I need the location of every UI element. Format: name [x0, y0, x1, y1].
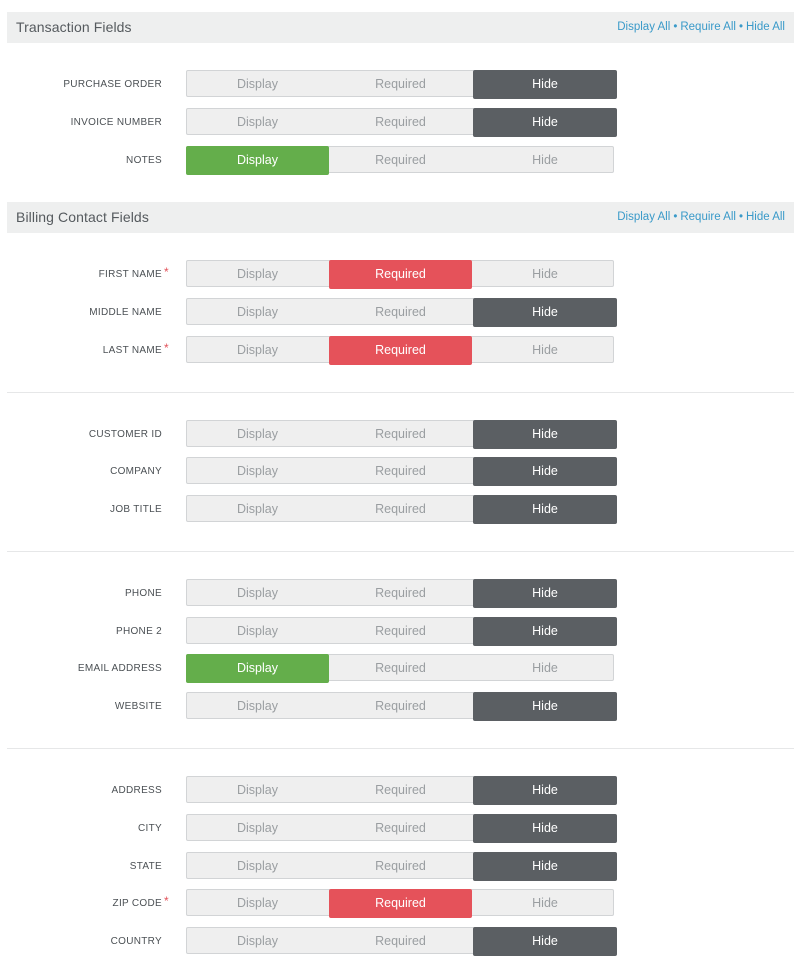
section-title: Transaction Fields	[16, 19, 132, 35]
visibility-toggle-website	[186, 692, 614, 719]
option-hide-button[interactable]: Hide	[473, 420, 617, 449]
field-row-address	[0, 776, 806, 806]
option-display-button[interactable]: Display	[237, 115, 278, 129]
option-display-button[interactable]: Display	[237, 586, 278, 600]
option-display-button[interactable]: Display	[237, 343, 278, 357]
field-row-middle-name	[0, 298, 806, 328]
field-row-website	[0, 692, 806, 722]
visibility-toggle-phone	[186, 579, 614, 606]
option-display-button[interactable]: Display	[186, 146, 329, 175]
field-label-text: FIRST NAME	[98, 269, 162, 280]
display-all-link[interactable]: Display All	[617, 21, 671, 33]
option-required-button[interactable]: Required	[375, 783, 426, 797]
option-required-button[interactable]: Required	[375, 624, 426, 638]
option-display-button[interactable]: Display	[237, 934, 278, 948]
option-required-button[interactable]: Required	[329, 260, 472, 289]
field-label-text: MIDDLE NAME	[89, 307, 162, 318]
field-label	[126, 155, 162, 166]
option-hide-button[interactable]: Hide	[473, 108, 617, 137]
option-required-button[interactable]: Required	[375, 77, 426, 91]
option-hide-button[interactable]: Hide	[473, 692, 617, 721]
field-label	[112, 785, 162, 796]
group-divider	[7, 551, 794, 552]
visibility-toggle-address	[186, 776, 614, 803]
visibility-toggle-notes	[186, 146, 614, 173]
option-hide-button[interactable]: Hide	[532, 896, 558, 910]
field-row-invoice-number	[0, 108, 806, 138]
hide-all-link[interactable]: Hide All	[746, 211, 785, 223]
option-hide-button[interactable]: Hide	[473, 70, 617, 99]
visibility-toggle-city	[186, 814, 614, 841]
field-row-country	[0, 927, 806, 957]
visibility-toggle-job-title	[186, 495, 614, 522]
option-hide-button[interactable]: Hide	[473, 495, 617, 524]
option-display-button[interactable]: Display	[237, 77, 278, 91]
field-label-text: JOB TITLE	[110, 504, 162, 515]
field-label	[98, 265, 169, 280]
bullet-separator: •	[738, 211, 743, 223]
option-hide-button[interactable]: Hide	[473, 776, 617, 805]
field-label-text: COUNTRY	[110, 936, 162, 947]
field-row-email-address	[0, 654, 806, 684]
option-display-button[interactable]: Display	[237, 267, 278, 281]
visibility-toggle-zip-code	[186, 889, 614, 916]
option-required-button[interactable]: Required	[375, 586, 426, 600]
option-required-button[interactable]: Required	[375, 153, 426, 167]
option-required-button[interactable]: Required	[329, 889, 472, 918]
field-row-phone	[0, 579, 806, 609]
field-row-phone-2	[0, 617, 806, 647]
option-display-button[interactable]: Display	[237, 464, 278, 478]
field-label-text: PHONE 2	[115, 626, 162, 637]
field-row-purchase-order	[0, 70, 806, 100]
option-required-button[interactable]: Required	[375, 699, 426, 713]
option-display-button[interactable]: Display	[237, 896, 278, 910]
visibility-toggle-customer-id	[186, 420, 614, 447]
field-label-text: PHONE	[124, 588, 162, 599]
visibility-toggle-first-name	[186, 260, 614, 287]
field-label-text: CUSTOMER ID	[88, 429, 162, 440]
option-required-button[interactable]: Required	[375, 821, 426, 835]
visibility-toggle-country	[186, 927, 614, 954]
field-row-notes	[0, 146, 806, 176]
section-header-transaction-fields	[7, 12, 794, 43]
field-label-text: STATE	[129, 861, 162, 872]
option-display-button[interactable]: Display	[237, 699, 278, 713]
field-label	[112, 894, 169, 909]
option-hide-button[interactable]: Hide	[532, 343, 558, 357]
field-label	[138, 823, 162, 834]
option-hide-button[interactable]: Hide	[473, 579, 617, 608]
option-hide-button[interactable]: Hide	[473, 927, 617, 956]
bulk-actions	[617, 21, 785, 33]
option-display-button[interactable]: Display	[237, 783, 278, 797]
field-label	[102, 341, 169, 356]
option-display-button[interactable]: Display	[237, 502, 278, 516]
option-hide-button[interactable]: Hide	[532, 153, 558, 167]
require-all-link[interactable]: Require All	[680, 211, 736, 223]
visibility-toggle-state	[186, 852, 614, 879]
option-hide-button[interactable]: Hide	[473, 814, 617, 843]
bulk-actions	[617, 211, 785, 223]
field-label-text: PURCHASE ORDER	[63, 79, 162, 90]
field-label	[130, 861, 162, 872]
bullet-separator: •	[673, 211, 678, 223]
group-divider	[7, 748, 794, 749]
option-hide-button[interactable]: Hide	[473, 457, 617, 486]
field-row-company	[0, 457, 806, 487]
required-asterisk: *	[164, 265, 169, 279]
field-label-text: LAST NAME	[102, 345, 162, 356]
group-divider	[7, 392, 794, 393]
field-label	[115, 701, 162, 712]
option-hide-button[interactable]: Hide	[473, 617, 617, 646]
section-title: Billing Contact Fields	[16, 209, 149, 225]
field-label	[63, 79, 162, 90]
field-label-text: COMPANY	[110, 466, 162, 477]
field-label	[78, 663, 162, 674]
field-label-text: INVOICE NUMBER	[70, 117, 162, 128]
field-label	[89, 429, 162, 440]
visibility-toggle-invoice-number	[186, 108, 614, 135]
option-required-button[interactable]: Required	[329, 336, 472, 365]
require-all-link[interactable]: Require All	[680, 21, 736, 33]
field-label-text: NOTES	[126, 155, 162, 166]
field-row-customer-id	[0, 420, 806, 450]
bullet-separator: •	[738, 21, 743, 33]
option-display-button[interactable]: Display	[237, 427, 278, 441]
option-required-button[interactable]: Required	[375, 502, 426, 516]
field-label	[110, 466, 162, 477]
field-row-job-title	[0, 495, 806, 525]
field-label-text: WEBSITE	[114, 701, 162, 712]
visibility-toggle-last-name	[186, 336, 614, 363]
display-all-link[interactable]: Display All	[617, 211, 671, 223]
hide-all-link[interactable]: Hide All	[746, 21, 785, 33]
field-label-text: ZIP CODE	[112, 898, 162, 909]
visibility-toggle-middle-name	[186, 298, 614, 325]
visibility-toggle-purchase-order	[186, 70, 614, 97]
field-label-text: CITY	[138, 823, 162, 834]
section-header-billing-contact-fields	[7, 202, 794, 233]
visibility-toggle-company	[186, 457, 614, 484]
field-row-last-name	[0, 336, 806, 366]
option-required-button[interactable]: Required	[375, 464, 426, 478]
field-row-first-name	[0, 260, 806, 290]
field-label	[89, 307, 162, 318]
field-label-text: ADDRESS	[111, 785, 162, 796]
visibility-toggle-phone-2	[186, 617, 614, 644]
field-label	[111, 936, 162, 947]
option-required-button[interactable]: Required	[375, 859, 426, 873]
option-required-button[interactable]: Required	[375, 934, 426, 948]
option-hide-button[interactable]: Hide	[473, 852, 617, 881]
option-hide-button[interactable]: Hide	[473, 298, 617, 327]
bullet-separator: •	[673, 21, 678, 33]
option-display-button[interactable]: Display	[237, 859, 278, 873]
field-row-zip-code	[0, 889, 806, 919]
option-hide-button[interactable]: Hide	[532, 267, 558, 281]
field-label	[116, 626, 162, 637]
required-asterisk: *	[164, 894, 169, 908]
option-display-button[interactable]: Display	[237, 305, 278, 319]
option-display-button[interactable]: Display	[237, 821, 278, 835]
field-label	[125, 588, 162, 599]
field-label-text: EMAIL ADDRESS	[77, 663, 162, 674]
option-required-button[interactable]: Required	[375, 661, 426, 675]
required-asterisk: *	[164, 341, 169, 355]
option-display-button[interactable]: Display	[186, 654, 329, 683]
option-hide-button[interactable]: Hide	[532, 661, 558, 675]
option-required-button[interactable]: Required	[375, 427, 426, 441]
field-row-city	[0, 814, 806, 844]
option-required-button[interactable]: Required	[375, 115, 426, 129]
field-label	[110, 504, 162, 515]
option-required-button[interactable]: Required	[375, 305, 426, 319]
field-label	[71, 117, 162, 128]
option-display-button[interactable]: Display	[237, 624, 278, 638]
field-row-state	[0, 852, 806, 882]
visibility-toggle-email-address	[186, 654, 614, 681]
